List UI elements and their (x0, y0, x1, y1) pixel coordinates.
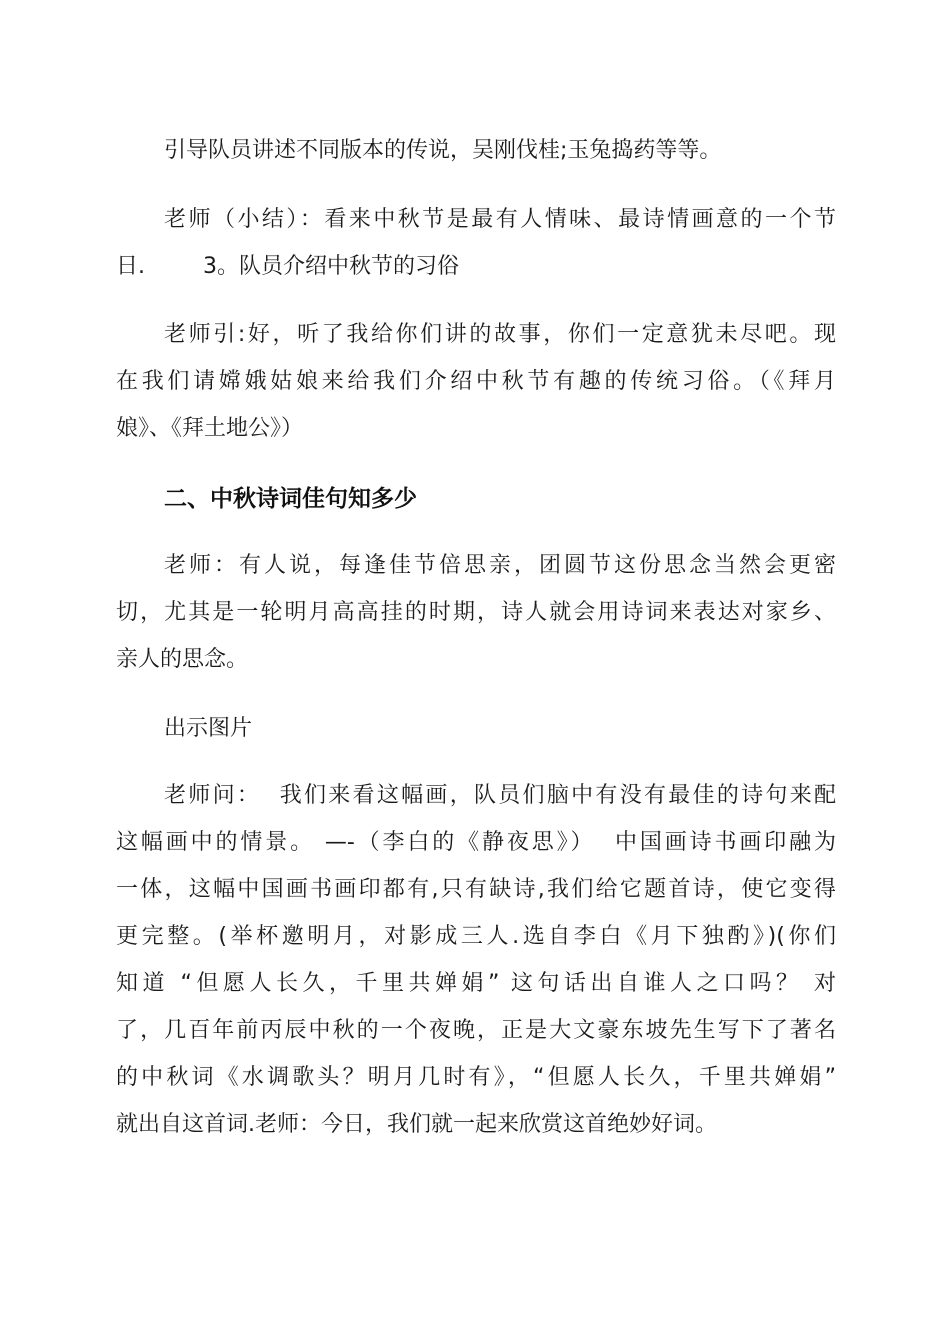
text-line: 这幅画中的情景。 —-（李白的《静夜思》） 中国画诗书画印融为 (116, 830, 836, 855)
text-line: 老师（小结）：看来中秋节是最有人情味、最诗情画意的一个节 (164, 207, 836, 232)
text-line: 了，几百年前丙辰中秋的一个夜晚，正是大文豪东坡先生写下了著名 (116, 1018, 836, 1043)
paragraph-teacher-poetry (116, 542, 836, 683)
paragraph-teacher-summary (116, 196, 836, 290)
section-heading: 二、中秋诗词佳句知多少 (164, 486, 417, 512)
text-line: 娘》、《拜土地公》） (116, 416, 304, 441)
paragraph-teacher-intro-customs (116, 311, 836, 452)
text-line: 引导队员讲述不同版本的传说，吴刚伐桂;玉兔捣药等等。 (164, 138, 722, 163)
text-line: 切，尤其是一轮明月高高挂的时期，诗人就会用诗词来表达对家乡、 (116, 600, 836, 625)
text-line: 的中秋词《水调歌头？明月几时有》，“但愿人长久，千里共婵娟” (116, 1065, 836, 1090)
text-line: 在我们请嫦娥姑娘来给我们介绍中秋节有趣的传统习俗。（《拜月 (116, 369, 836, 394)
text-line: 日. 3。队员介绍中秋节的习俗 (116, 254, 459, 279)
text-line: 知道 “但愿人长久，千里共婵娟” 这句话出自谁人之口吗？ 对 (116, 971, 836, 996)
paragraph-show-picture (164, 705, 844, 752)
paragraph-teacher-question (116, 772, 836, 1148)
text-line: 出示图片 (164, 716, 253, 741)
text-line: 老师引:好，听了我给你们讲的故事，你们一定意犹未尽吧。现 (164, 322, 836, 347)
text-line: 老师：有人说，每逢佳节倍思亲，团圆节这份思念当然会更密 (164, 553, 836, 578)
text-line: 更完整。(举杯邀明月，对影成三人.选自李白《月下独酌》)(你们 (116, 924, 836, 949)
text-line: 就出自这首词.老师：今日，我们就一起来欣赏这首绝妙好词。 (116, 1112, 717, 1137)
paragraph-legend-intro (164, 127, 844, 174)
text-line: 一体，这幅中国画书画印都有,只有缺诗,我们给它题首诗，使它变得 (116, 877, 836, 902)
text-line: 老师问： 我们来看这幅画，队员们脑中有没有最佳的诗句来配 (164, 783, 836, 808)
text-line: 亲人的思念。 (116, 647, 249, 672)
